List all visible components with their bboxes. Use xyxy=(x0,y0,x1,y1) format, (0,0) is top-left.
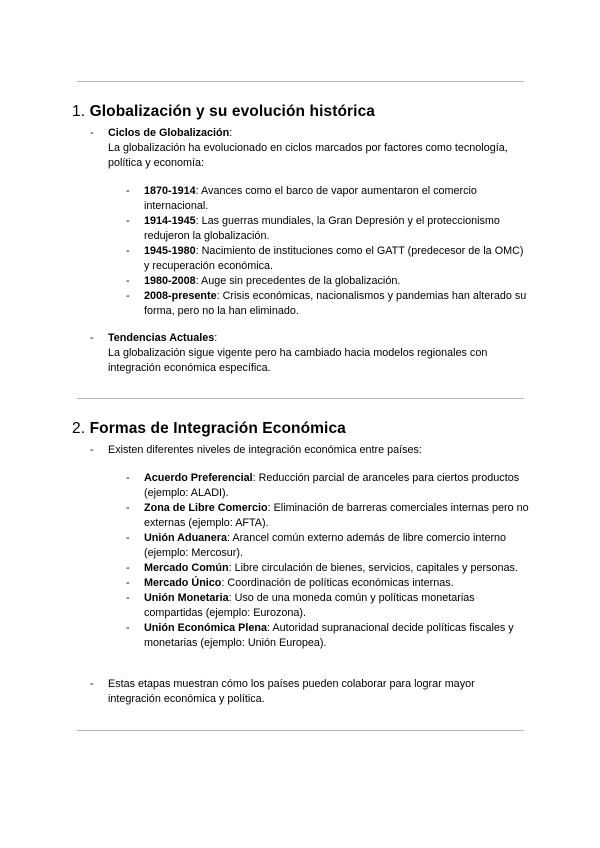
form-text: : Uso de una moneda común y políticas monetarias compartidas (ejemplo: Eurozona). xyxy=(144,592,475,619)
section-1-list xyxy=(0,126,600,171)
tendencias-text: La globalización sigue vigente pero ha cambiado hacia modelos regionales con integración económica específica. xyxy=(108,347,488,374)
bullet-dash: - xyxy=(126,592,130,604)
period-years: 2008-presente xyxy=(144,290,217,302)
list-item-ciclos xyxy=(0,126,528,171)
bullet-dash: - xyxy=(126,502,130,514)
form-name: Unión Aduanera xyxy=(144,532,227,544)
list-item-period xyxy=(0,244,529,274)
intro-text: Existen diferentes niveles de integración económica entre países: xyxy=(108,444,422,456)
bullet-dash: - xyxy=(126,290,130,302)
period-text: : Las guerras mundiales, la Gran Depresión y el proteccionismo redujeron la globalización. xyxy=(144,215,500,242)
ciclos-label: Ciclos de Globalización xyxy=(108,127,230,139)
bullet-dash: - xyxy=(126,532,130,544)
form-name: Zona de Libre Comercio xyxy=(144,502,268,514)
section-1-number: 1. xyxy=(72,103,86,120)
closing-text: Estas etapas muestran cómo los países pueden colaborar para lograr mayor integración económica y política. xyxy=(108,678,475,705)
list-item-period xyxy=(0,184,529,214)
tendencias-label: Tendencias Actuales xyxy=(108,332,215,344)
period-text: : Crisis económicas, nacionalismos y pandemias han alterado su forma, pero no la han eliminado. xyxy=(144,290,527,317)
bullet-dash: - xyxy=(126,472,130,484)
list-item-tendencias xyxy=(0,331,528,376)
period-years: 1980-2008 xyxy=(144,275,196,287)
section-2-heading xyxy=(72,420,346,438)
bullet-dash: - xyxy=(126,577,130,589)
list-item-form xyxy=(0,591,529,621)
bullet-dash: - xyxy=(90,127,94,139)
section-1-title: Globalización y su evolución histórica xyxy=(89,103,376,120)
tendencias-list xyxy=(0,331,600,376)
list-item-form xyxy=(0,576,529,591)
list-item-form xyxy=(0,471,529,501)
forms-list xyxy=(0,471,600,651)
form-text: : Coordinación de políticas económicas internas. xyxy=(221,577,454,589)
divider-middle xyxy=(77,398,524,399)
bullet-dash: - xyxy=(90,332,94,344)
list-item-form xyxy=(0,501,529,531)
list-item-closing xyxy=(0,677,528,707)
section-2-title: Formas de Integración Económica xyxy=(89,420,346,437)
bullet-dash: - xyxy=(126,245,130,257)
bullet-dash: - xyxy=(126,215,130,227)
list-item-form xyxy=(0,621,529,651)
bullet-dash: - xyxy=(126,622,130,634)
ciclos-colon: : xyxy=(229,127,233,139)
period-text: : Avances como el barco de vapor aumentaron el comercio internacional. xyxy=(144,185,477,212)
form-name: Mercado Único xyxy=(144,577,222,589)
section-2-number: 2. xyxy=(72,420,86,437)
period-years: 1870-1914 xyxy=(144,185,196,197)
form-text: : Libre circulación de bienes, servicios, capitales y personas. xyxy=(228,562,518,574)
form-text: : Eliminación de barreras comerciales internas pero no externas (ejemplo: AFTA). xyxy=(144,502,529,529)
form-name: Unión Monetaria xyxy=(144,592,229,604)
list-item-form xyxy=(0,531,529,561)
bullet-dash: - xyxy=(90,444,94,456)
form-name: Unión Económica Plena xyxy=(144,622,267,634)
closing-list xyxy=(0,677,600,707)
period-years: 1945-1980 xyxy=(144,245,196,257)
list-item-intro xyxy=(0,443,528,458)
form-name: Acuerdo Preferencial xyxy=(144,472,253,484)
bullet-dash: - xyxy=(126,275,130,287)
form-text: : Reducción parcial de aranceles para ciertos productos (ejemplo: ALADI). xyxy=(144,472,520,499)
bullet-dash: - xyxy=(90,678,94,690)
list-item-form xyxy=(0,561,529,576)
period-text: : Nacimiento de instituciones como el GATT (predecesor de la OMC) y recuperación económica. xyxy=(144,245,524,272)
bullet-dash: - xyxy=(126,185,130,197)
period-text: : Auge sin precedentes de la globalización. xyxy=(195,275,401,287)
tendencias-colon: : xyxy=(214,332,218,344)
section-1-heading xyxy=(72,103,375,121)
period-years: 1914-1945 xyxy=(144,215,196,227)
periods-list xyxy=(0,184,600,319)
list-item-period xyxy=(0,274,529,289)
form-text: : Autoridad supranacional decide políticas fiscales y monetarias (ejemplo: Unión Europea). xyxy=(144,622,514,649)
form-name: Mercado Común xyxy=(144,562,229,574)
divider-bottom xyxy=(77,730,524,731)
form-text: : Arancel común externo además de libre comercio interno (ejemplo: Mercosur). xyxy=(144,532,507,559)
ciclos-text: La globalización ha evolucionado en ciclos marcados por factores como tecnología, política y economía: xyxy=(108,142,508,169)
list-item-period xyxy=(0,214,529,244)
list-item-period xyxy=(0,289,529,319)
section-2-intro-list xyxy=(0,443,600,458)
bullet-dash: - xyxy=(126,562,130,574)
divider-top xyxy=(77,81,524,82)
